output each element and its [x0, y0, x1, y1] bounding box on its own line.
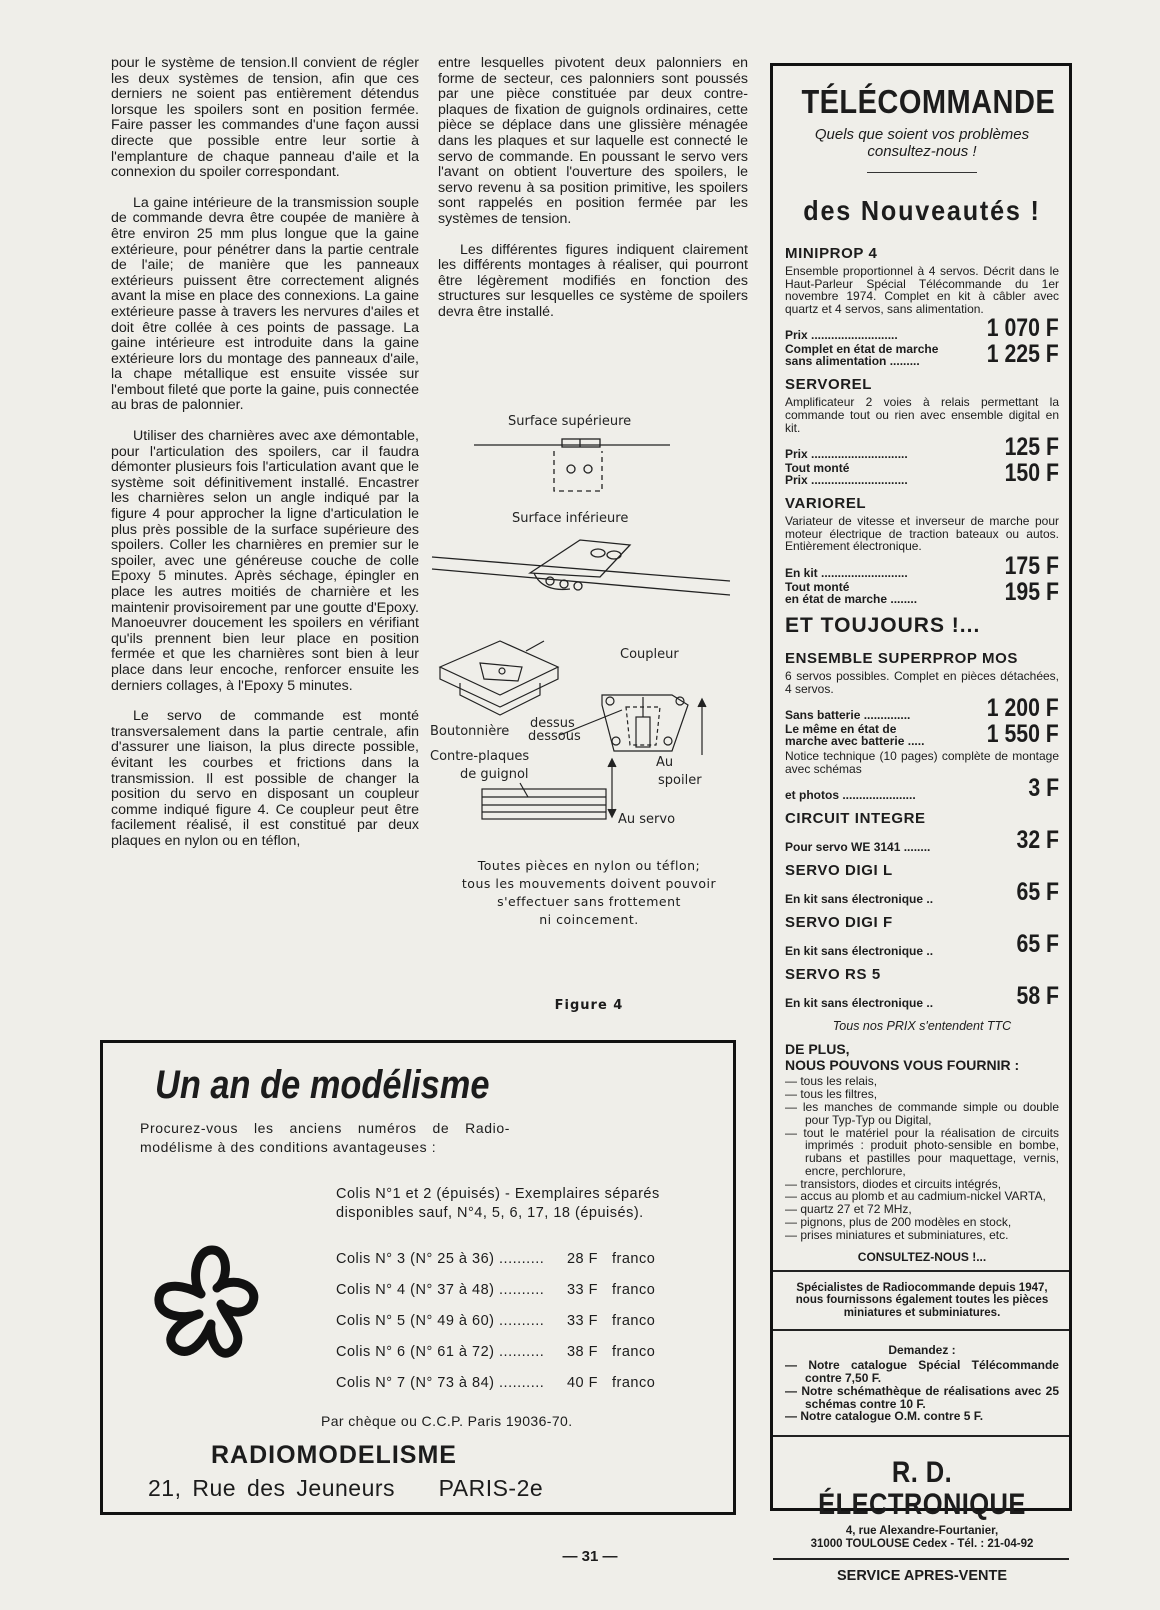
- fournir-heading: NOUS POUVONS VOUS FOURNIR :: [785, 1057, 1020, 1074]
- caption-line: Toutes pièces en nylon ou téflon;: [477, 858, 701, 873]
- product-description: Variateur de vitesse et inverseur de marche pour moteur électrique de traction bateaux ou autos. Entièrement électronique.: [785, 514, 1059, 554]
- product-name: VARIOREL: [785, 495, 867, 513]
- price-row: [785, 932, 1059, 957]
- ad-intro: Procurez-vous les anciens numéros de Radio-modélisme à des conditions avantageuses :: [140, 1120, 510, 1155]
- product-circuit-integre: [785, 810, 1059, 853]
- telecommande-advertisement: [770, 63, 1072, 1585]
- figure-caption: [430, 857, 748, 929]
- figure-label: Figure 4: [554, 998, 624, 1013]
- colis-row: [336, 1367, 716, 1398]
- figure-4-drawing: [430, 405, 748, 855]
- publisher-address: [148, 1475, 543, 1502]
- colis-price: 33 F: [566, 1281, 598, 1298]
- label-dessus: dessus: [530, 716, 575, 731]
- price-value: 65 F: [1016, 878, 1059, 907]
- price-value: 195 F: [1004, 577, 1059, 606]
- price-row: [785, 551, 1059, 580]
- price-label: En kit sans électronique ..: [785, 892, 934, 907]
- product-name: SERVO RS 5: [785, 966, 881, 984]
- divider: [773, 1435, 1069, 1437]
- list-item: — Notre catalogue Spécial Télécommande contre 7,50 F.: [785, 1359, 1059, 1385]
- product-servo-digi-l: [785, 862, 1059, 905]
- price-row: [785, 577, 1059, 606]
- list-item: — les manches de commande simple ou double pour Typ-Typ ou Digital,: [785, 1101, 1059, 1127]
- price-label: En kit ..........................: [785, 565, 908, 580]
- paragraph: Le servo de commande est monté transversalement dans la partie centrale, afin d'assurer une liaison, la plus directe possible, évitant les courbes et frictions dans la transmission. Il est possible de changer la position du servo en disposant un coupleur comme indiqué figure 4. Ce coupleur peut être facilement réalisé, il est constitué par deux plaques en nylon ou en téflon,: [111, 708, 419, 849]
- price-label: Sans batterie ..............: [785, 708, 911, 723]
- price-row: [785, 316, 1059, 341]
- colis-row: [336, 1305, 716, 1336]
- list-item: — pignons, plus de 200 modèles en stock,: [785, 1216, 1059, 1229]
- colis-franco: franco: [612, 1343, 656, 1360]
- list-item: — prises miniatures et subminiatures, etc.: [785, 1229, 1059, 1242]
- paragraph: La gaine intérieure de la transmission souple de commande devra être coupée de manière à être environ 25 mm plus longue que la gaine extérieure, pour pénétrer dans la partie centrale de l'aile; de manière que les panneaux extérieurs puissent être correctement alignés avant la mise en place des connexions. La gaine extérieure passe à travers les nervures d'ailes et doit être collée à ces points de passage. La gaine intérieure est introduite dans la gaine extérieure lors du montage des panneaux d'aile, la chape métallique est ensuite vissée sur l'embout fileté que porte la gaine, puis connectée au bras de palonnier.: [111, 194, 419, 414]
- colis-row: [336, 1243, 716, 1274]
- colis-name: Colis N° 6 (N° 61 à 72) ..........: [336, 1343, 545, 1360]
- product-description: Notice technique (10 pages) complète de montage avec schémas: [785, 749, 1059, 776]
- colis-name: Colis N° 7 (N° 73 à 84) ..........: [336, 1374, 545, 1391]
- caption-line: s'effectuer sans frottement: [497, 894, 681, 909]
- label-coupleur: Coupleur: [620, 647, 679, 662]
- colis-franco: franco: [612, 1250, 656, 1267]
- list-item: — Notre schémathèque de réalisations avec 25 schémas contre 10 F.: [785, 1385, 1059, 1411]
- colis-row: [336, 1336, 716, 1367]
- label-spoiler: spoiler: [658, 773, 702, 788]
- price-label: Le même en état de marche avec batterie .....: [785, 722, 925, 749]
- paragraph: entre lesquelles pivotent deux palonniers en forme de secteur, ces palonniers sont poussés par une pièce constituée par deux contre-plaques de fixation de guignols ordinaires, cette pièce se déplace dans une glissière ménagée dans les plaques et sur laquelle est connecté le servo de commande. En poussant le servo vers l'avant on obtient l'ouverture des spoilers, le servo revenu à sa position primitive, les spoilers sont rappelés en position fermée par les systèmes de tension.: [438, 55, 748, 227]
- article-column-1: [111, 56, 419, 850]
- label-dessous: dessous: [528, 729, 581, 744]
- product-name: ENSEMBLE SUPERPROP MOS: [785, 649, 1018, 667]
- modelisme-advertisement: [100, 1040, 736, 1515]
- label-contre-plaques: Contre-plaques: [430, 749, 530, 764]
- colis-name: Colis N° 3 (N° 25 à 36) ..........: [336, 1250, 545, 1267]
- caption-line: ni coincement.: [539, 912, 639, 927]
- address-city: PARIS-2e: [438, 1475, 544, 1501]
- price-value: 58 F: [1016, 982, 1059, 1011]
- price-label: Complet en état de marche sans alimentation .........: [785, 342, 939, 369]
- address-line: 31000 TOULOUSE Cedex - Tél. : 21-04-92: [810, 1537, 1034, 1550]
- colis-name: Colis N° 5 (N° 49 à 60) ..........: [336, 1312, 545, 1329]
- price-label: En kit sans électronique ..: [785, 996, 934, 1011]
- list-item: — quartz 27 et 72 MHz,: [785, 1203, 1059, 1216]
- paragraph: Utiliser des charnières avec axe démontable, pour l'articulation des spoilers, car il faudra démonter plusieurs fois l'articulation avant que le système soit définitivement installé. Encastrer les charnières selon un angle indiqué par la figure 4 pour approcher la ligne d'articulation le plus près possible de la surface supérieure des spoilers. Coller les charnières en premier sur le spoiler, avec une généreuse couche de colle Epoxy 5 minutes. Après séchage, épingler en place les autres moitiés de charnière et les maintenir provisoirement par une goutte d'Epoxy. Manoeuvrer doucement les spoilers en vérifiant qu'ils prennent bien leur place en position fermée et que les charnières sont bien à leur place dans leur encoche, renforcer ensuite les derniers collages, à l'Epoxy 5 minutes.: [111, 428, 419, 694]
- price-label: Tout monté Prix .............................: [785, 461, 908, 488]
- price-row: [785, 461, 1059, 486]
- colis-franco: franco: [612, 1281, 656, 1298]
- price-value: 3 F: [1028, 774, 1059, 803]
- label-de-guignol: de guignol: [460, 767, 529, 782]
- address-street: 21, Rue des Jeuneurs: [148, 1475, 396, 1501]
- price-label: En kit sans électronique ..: [785, 944, 934, 959]
- price-row: [785, 880, 1059, 905]
- toujours-heading: ET TOUJOURS !...: [785, 613, 981, 637]
- product-name: MINIPROP 4: [785, 245, 878, 262]
- price-value: 125 F: [1004, 433, 1059, 462]
- price-label: Prix ..........................: [785, 328, 898, 343]
- price-value: 1 200 F: [986, 694, 1059, 723]
- colis-price: 38 F: [566, 1343, 598, 1360]
- hinge-perspective: [432, 540, 730, 595]
- caption-line: tous les mouvements doivent pouvoir: [461, 876, 717, 891]
- price-label: Prix .............................: [785, 447, 908, 462]
- address-line: 4, rue Alexandre-Fourtanier,: [845, 1525, 999, 1538]
- coupler-perspective: [440, 641, 558, 715]
- price-row: [785, 776, 1059, 801]
- nouveautes-heading: des Nouveautés !: [803, 195, 1041, 226]
- price-value: 1 550 F: [986, 720, 1059, 749]
- product-description: 6 servos possibles. Complet en pièces détachées, 4 servos.: [785, 668, 1059, 696]
- supply-list: [785, 1075, 1059, 1241]
- price-value: 150 F: [1004, 459, 1059, 488]
- product-miniprop: [785, 245, 1059, 367]
- label-boutonniere: Boutonnière: [430, 724, 510, 739]
- price-label: Pour servo WE 3141 ........: [785, 840, 931, 855]
- paragraph: Les différentes figures indiquent clairement les différents montages à réaliser, qui pourront être légèrement modifiés en fonction des structures sur lesquelles ce système de spoilers devra être installé.: [438, 241, 748, 320]
- product-superprop: [785, 650, 1059, 801]
- price-row: [785, 828, 1059, 853]
- list-item: — tous les filtres,: [785, 1088, 1059, 1101]
- label-au: Au: [656, 755, 674, 770]
- coupler-plan: [560, 695, 706, 817]
- service-apres-vente: SERVICE APRES-VENTE: [836, 1568, 1007, 1585]
- price-row: [785, 342, 1059, 367]
- product-description: Amplificateur 2 voies à relais permettant la commande tout ou rien avec ensemble digital en kit.: [785, 395, 1059, 435]
- price-row: [785, 696, 1059, 721]
- price-value: 1 225 F: [986, 340, 1059, 369]
- divider: [867, 172, 977, 173]
- price-value: 65 F: [1016, 930, 1059, 959]
- company-name: R. D. ÉLECTRONIQUE: [818, 1456, 1026, 1522]
- label-surface-superieure: Surface supérieure: [508, 414, 632, 429]
- article-column-2: [438, 56, 748, 321]
- colis-row: [336, 1274, 716, 1305]
- company-address: [785, 1525, 1059, 1550]
- ttc-note: Tous nos PRIX s'entendent TTC: [832, 1019, 1012, 1034]
- colis-franco: franco: [612, 1374, 656, 1391]
- ad-title: Un an de modélisme: [155, 1063, 490, 1107]
- figure-4-diagram: [430, 405, 748, 1025]
- specialistes-text: Spécialistes de Radiocommande depuis 1947, nous fournissons également toutes les pièces miniatures et subminiatures.: [795, 1281, 1049, 1319]
- de-plus-heading: DE PLUS,: [785, 1041, 850, 1058]
- price-row: [785, 435, 1059, 460]
- product-name: CIRCUIT INTEGRE: [785, 810, 926, 828]
- publisher-name: RADIOMODELISME: [211, 1441, 457, 1469]
- colis-franco: franco: [612, 1312, 656, 1329]
- label-surface-inferieure: Surface inférieure: [512, 511, 629, 526]
- product-servo-rs5: [785, 966, 1059, 1009]
- paragraph: pour le système de tension.Il convient de régler les deux systèmes de tension, afin que ces derniers ne soient pas entièrement détendus lorsque les spoilers sont en position fermée. Faire passer les commandes d'une façon aussi directe que possible entre leur sortie à l'emplanture de chaque panneau d'aile et la connexion du spoiler correspondant.: [111, 55, 419, 181]
- product-servorel: [785, 376, 1059, 486]
- label-au-servo: Au servo: [618, 812, 676, 827]
- page-number: — 31 —: [562, 1548, 618, 1565]
- divider: [773, 1270, 1069, 1272]
- product-name: SERVO DIGI L: [785, 862, 893, 880]
- ad-header: TÉLÉCOMMANDE: [801, 83, 1056, 120]
- price-value: 32 F: [1016, 826, 1059, 855]
- price-row: [785, 984, 1059, 1009]
- consultez-text: CONSULTEZ-NOUS !...: [857, 1249, 987, 1264]
- list-item: — accus au plomb et au cadmium-nickel VARTA,: [785, 1190, 1059, 1203]
- price-value: 175 F: [1004, 551, 1059, 580]
- colis-price: 28 F: [566, 1250, 598, 1267]
- divider: [773, 1329, 1069, 1331]
- payment-info: Par chèque ou C.C.P. Paris 19036-70.: [321, 1413, 573, 1429]
- list-item: — transistors, diodes et circuits intégrés,: [785, 1178, 1059, 1191]
- colis-1-2-note: Colis N°1 et 2 (épuisés) - Exemplaires séparés disponibles sauf, N°4, 5, 6, 17, 18 (épuisés).: [336, 1186, 660, 1221]
- flower-logo-icon: [147, 1240, 277, 1370]
- list-item: — tous les relais,: [785, 1075, 1059, 1088]
- colis-price: 33 F: [566, 1312, 598, 1329]
- hinge-section: [474, 439, 670, 491]
- price-value: 1 070 F: [986, 314, 1059, 343]
- catalogue-list: [785, 1359, 1059, 1423]
- price-label: Tout monté en état de marche ........: [785, 579, 918, 606]
- contre-plaques-stack: [482, 783, 606, 819]
- product-variorel: [785, 495, 1059, 605]
- colis-price: 40 F: [566, 1374, 598, 1391]
- product-servo-digi-f: [785, 914, 1059, 957]
- ad-subtitle: Quels que soient vos problèmes consultez-nous !: [814, 126, 1030, 160]
- colis-name: Colis N° 4 (N° 37 à 48) ..........: [336, 1281, 545, 1298]
- list-item: — Notre catalogue O.M. contre 5 F.: [785, 1410, 1059, 1423]
- colis-price-list: [336, 1243, 716, 1398]
- product-name: SERVOREL: [785, 376, 873, 394]
- price-label: et photos ......................: [785, 788, 916, 803]
- list-item: — tout le matériel pour la réalisation de circuits imprimés : produit photo-sensible en bombe, rubans et pastilles pour maquettage, vernis, encre, perchlorure,: [785, 1127, 1059, 1178]
- product-name: SERVO DIGI F: [785, 914, 893, 932]
- price-row: [785, 722, 1059, 747]
- product-description: Ensemble proportionnel à 4 servos. Décrit dans le Haut-Parleur Spécial Télécommande du 1er novembre 1974. Complet en kit à câbler avec quartz et 4 servos, sans alimentation.: [785, 264, 1059, 316]
- demandez-heading: Demandez :: [888, 1343, 956, 1358]
